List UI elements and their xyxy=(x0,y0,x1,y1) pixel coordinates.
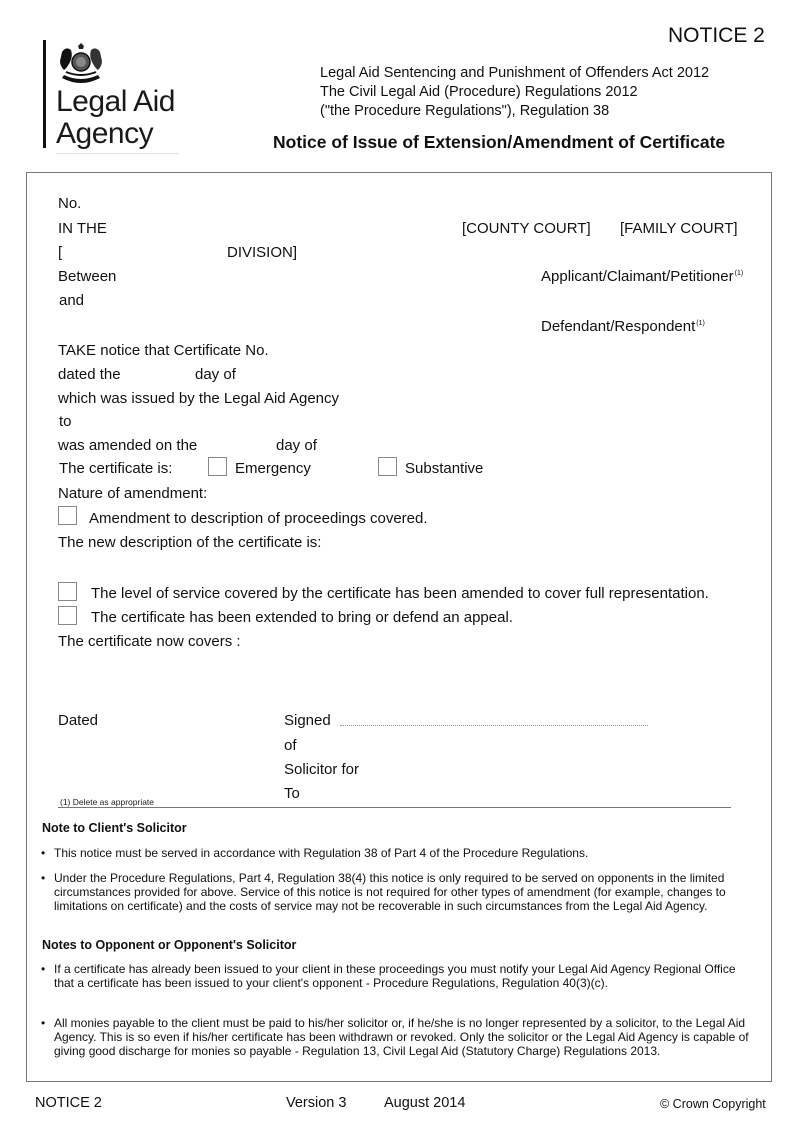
now-covers-label: The certificate now covers : xyxy=(58,633,241,650)
logo-bar xyxy=(43,40,46,148)
bullet-icon: • xyxy=(41,871,46,885)
to-recipient-label: To xyxy=(284,785,300,802)
dated-the-label: dated the xyxy=(58,366,121,383)
page-title: Notice of Issue of Extension/Amendment of Certificate xyxy=(273,132,726,152)
logo-rule xyxy=(56,153,179,154)
client-note-item xyxy=(41,846,754,860)
defendant-label xyxy=(541,318,705,335)
in-the-label: IN THE xyxy=(58,220,107,237)
family-court-option: [FAMILY COURT] xyxy=(620,220,738,237)
signed-label: Signed xyxy=(284,712,331,729)
bullet-icon: • xyxy=(41,846,46,860)
footer-notice-label: NOTICE 2 xyxy=(35,1095,102,1111)
client-note-text: Under the Procedure Regulations, Part 4, Regulation 38(4) this notice is only required to be served on opponents in the limited circumstances provided for above. Service of this notice is not required for other types of amendment (for example, changes to limitations on certificate) and the costs of service may not be recoverable in such circumstances from the Legal Aid Agency. xyxy=(54,871,726,913)
emergency-label: Emergency xyxy=(235,460,311,477)
royal-coat-of-arms-icon xyxy=(56,42,106,86)
footnote-marker: (1) xyxy=(696,320,705,327)
issued-by-label: which was issued by the Legal Aid Agency xyxy=(58,390,340,407)
of-label: of xyxy=(284,737,297,754)
signature-line[interactable] xyxy=(340,725,648,726)
level-of-service-label: The level of service covered by the certificate has been amended to cover full representation. xyxy=(91,585,709,602)
logo-line-1: Legal Aid xyxy=(56,85,175,118)
extended-appeal-label: The certificate has been extended to bring or defend an appeal. xyxy=(91,609,513,626)
client-note-text: This notice must be served in accordance with Regulation 38 of Part 4 of the Procedure Regulations. xyxy=(54,846,589,860)
logo-text xyxy=(56,86,175,150)
substantive-label: Substantive xyxy=(405,460,484,477)
defendant-text: Defendant/Respondent xyxy=(541,318,696,335)
regulation-line: The Civil Legal Aid (Procedure) Regulations 2012 xyxy=(320,84,638,100)
level-of-service-checkbox[interactable] xyxy=(58,582,77,601)
footnote-marker: (1) xyxy=(734,270,744,277)
opponent-note-item xyxy=(41,962,754,990)
to-label: to xyxy=(59,413,72,430)
certificate-no-label: No. xyxy=(58,195,82,212)
amendment-description-checkbox[interactable] xyxy=(58,506,77,525)
divider xyxy=(58,807,731,808)
between-label: Between xyxy=(58,268,117,285)
opponent-notes-heading: Notes to Opponent or Opponent's Solicitor xyxy=(42,938,297,952)
regulation-line: ("the Procedure Regulations"), Regulation 38 xyxy=(320,103,610,119)
footer-copyright: © Crown Copyright xyxy=(660,1097,766,1111)
applicant-text: Applicant/Claimant/Petitioner xyxy=(541,268,734,285)
new-description-label: The new description of the certificate is: xyxy=(58,534,322,551)
emergency-checkbox[interactable] xyxy=(208,457,227,476)
delete-as-appropriate-note: (1) Delete as appropriate xyxy=(60,797,155,807)
solicitor-for-label: Solicitor for xyxy=(284,761,360,778)
amendment-description-label: Amendment to description of proceedings covered. xyxy=(89,510,428,527)
opponent-note-item xyxy=(41,1016,754,1058)
substantive-checkbox[interactable] xyxy=(378,457,397,476)
bullet-icon: • xyxy=(41,1016,46,1030)
bullet-icon: • xyxy=(41,962,46,976)
county-court-option: [COUNTY COURT] xyxy=(462,220,591,237)
footer-date: August 2014 xyxy=(384,1095,466,1111)
opponent-note-text: If a certificate has already been issued to your client in these proceedings you must notify your Legal Aid Agency Regional Office that a certificate has been issued to your client's opponent - Procedure Regulations, Regulation 40(3)(c). xyxy=(54,962,736,990)
amended-day-of-label: day of xyxy=(276,437,317,454)
regulation-line: Legal Aid Sentencing and Punishment of Offenders Act 2012 xyxy=(320,65,710,81)
certificate-is-label: The certificate is: xyxy=(59,460,173,477)
footer-version: Version 3 xyxy=(286,1095,347,1111)
division-label: DIVISION] xyxy=(227,244,298,261)
dated-label: Dated xyxy=(58,712,99,729)
opponent-note-text: All monies payable to the client must be paid to his/her solicitor or, if he/she is no longer represented by a solicitor, to the Legal Aid Agency. This is so even if his/her certificate has been withdrawn or revoked. Only the solicitor or the Legal Aid Agency is capable of giving good discharge for monies so payable - Regulation 13, Civil Legal Aid (Statutory Charge) Regulations 2013. xyxy=(54,1016,749,1058)
take-notice-label: TAKE notice that Certificate No. xyxy=(58,342,269,359)
applicant-label xyxy=(541,268,743,285)
nature-of-amendment-label: Nature of amendment: xyxy=(58,485,208,502)
extended-appeal-checkbox[interactable] xyxy=(58,606,77,625)
client-solicitor-notes-heading: Note to Client's Solicitor xyxy=(42,821,187,835)
legal-aid-agency-logo xyxy=(43,40,179,156)
day-of-label: day of xyxy=(195,366,236,383)
and-label: and xyxy=(59,292,85,309)
division-open-bracket: [ xyxy=(58,244,63,261)
logo-line-2: Agency xyxy=(56,117,154,150)
amended-on-label: was amended on the xyxy=(58,437,198,454)
client-note-item xyxy=(41,871,754,913)
regulations-block xyxy=(320,64,709,121)
notice-number-header: NOTICE 2 xyxy=(668,24,765,47)
